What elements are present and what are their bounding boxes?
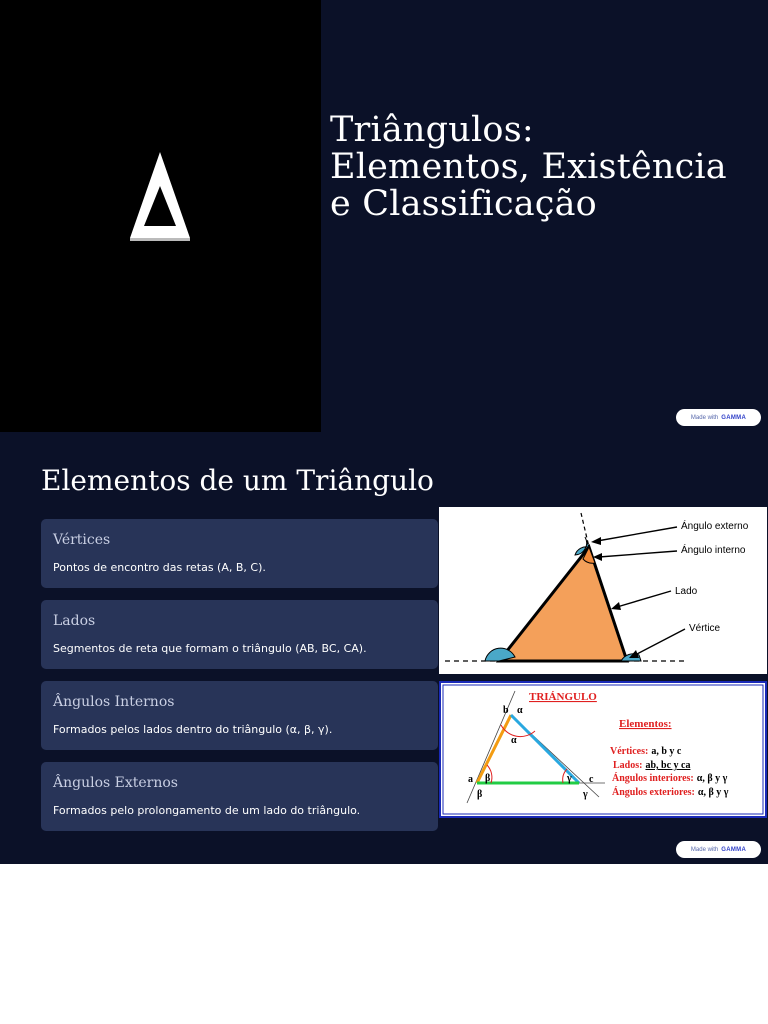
angle-label-gamma-ext: γ — [583, 789, 588, 800]
card-description: Formados pelo prolongamento de um lado do triângulo. — [53, 804, 361, 817]
angle-label-beta-ext: β — [477, 789, 483, 800]
row-value: ab, bc y ca — [645, 760, 691, 771]
row-interior-angles — [612, 772, 728, 784]
angle-label-beta: β — [485, 773, 491, 784]
badge-brand-text: GAMMA — [721, 846, 747, 853]
row-key: Lados: — [613, 760, 643, 771]
triangle-ruler-icon — [128, 150, 192, 242]
section-title: Elementos de um Triângulo — [41, 464, 434, 497]
label-side: Lado — [675, 586, 698, 597]
row-vertices — [610, 746, 682, 757]
card-sides — [41, 600, 438, 669]
row-key: Ángulos exteriores: — [612, 787, 695, 798]
vertex-label-c: c — [589, 774, 594, 785]
label-external-angle: Ángulo externo — [681, 521, 749, 532]
card-title: Lados — [53, 613, 96, 629]
angle-label-alpha: α — [511, 735, 517, 746]
made-with-gamma-badge[interactable] — [676, 409, 761, 426]
vertex-label-b: b — [503, 705, 509, 716]
elements-heading: Elementos: — [619, 718, 672, 730]
title-slide — [0, 0, 768, 432]
card-external-angles — [41, 762, 438, 831]
badge-made-text: Made with — [690, 414, 719, 421]
row-value: α, β y γ — [696, 773, 728, 784]
row-key: Vértices: — [610, 746, 649, 757]
image-panel — [0, 0, 321, 432]
card-description: Segmentos de reta que formam o triângulo (AB, BC, CA). — [53, 642, 367, 655]
angle-label-gamma: γ — [567, 773, 572, 784]
label-internal-angle: Ángulo interno — [681, 545, 746, 556]
label-vertex: Vértice — [689, 623, 721, 634]
made-with-gamma-badge[interactable] — [676, 841, 761, 858]
title-line-3: e Classificação — [330, 184, 597, 224]
card-description: Pontos de encontro das retas (A, B, C). — [53, 561, 266, 574]
elements-slide — [0, 432, 768, 864]
badge-brand-text: GAMMA — [721, 414, 747, 421]
card-title: Ângulos Externos — [53, 775, 178, 791]
row-key: Ángulos interiores: — [612, 773, 694, 784]
badge-made-text: Made with — [690, 846, 719, 853]
angle-label-alpha-ext: α — [517, 705, 523, 716]
triangle-elements-figure — [439, 507, 767, 674]
row-exterior-angles — [612, 786, 729, 798]
card-title: Vértices — [53, 532, 111, 548]
row-value: α, β y γ — [697, 787, 729, 798]
title-line-1: Triângulos: — [330, 110, 534, 150]
slide-title — [330, 112, 750, 223]
figure-title: TRIÁNGULO — [529, 691, 597, 703]
row-sides — [613, 760, 690, 771]
card-internal-angles — [41, 681, 438, 750]
row-value: a, b y c — [651, 746, 682, 757]
card-vertices — [41, 519, 438, 588]
card-description: Formados pelos lados dentro do triângulo (α, β, γ). — [53, 723, 333, 736]
vertex-label-a: a — [468, 774, 473, 785]
title-line-2: Elementos, Existência — [330, 147, 727, 187]
triangle-abc-figure — [439, 681, 767, 818]
card-title: Ângulos Internos — [53, 694, 175, 710]
